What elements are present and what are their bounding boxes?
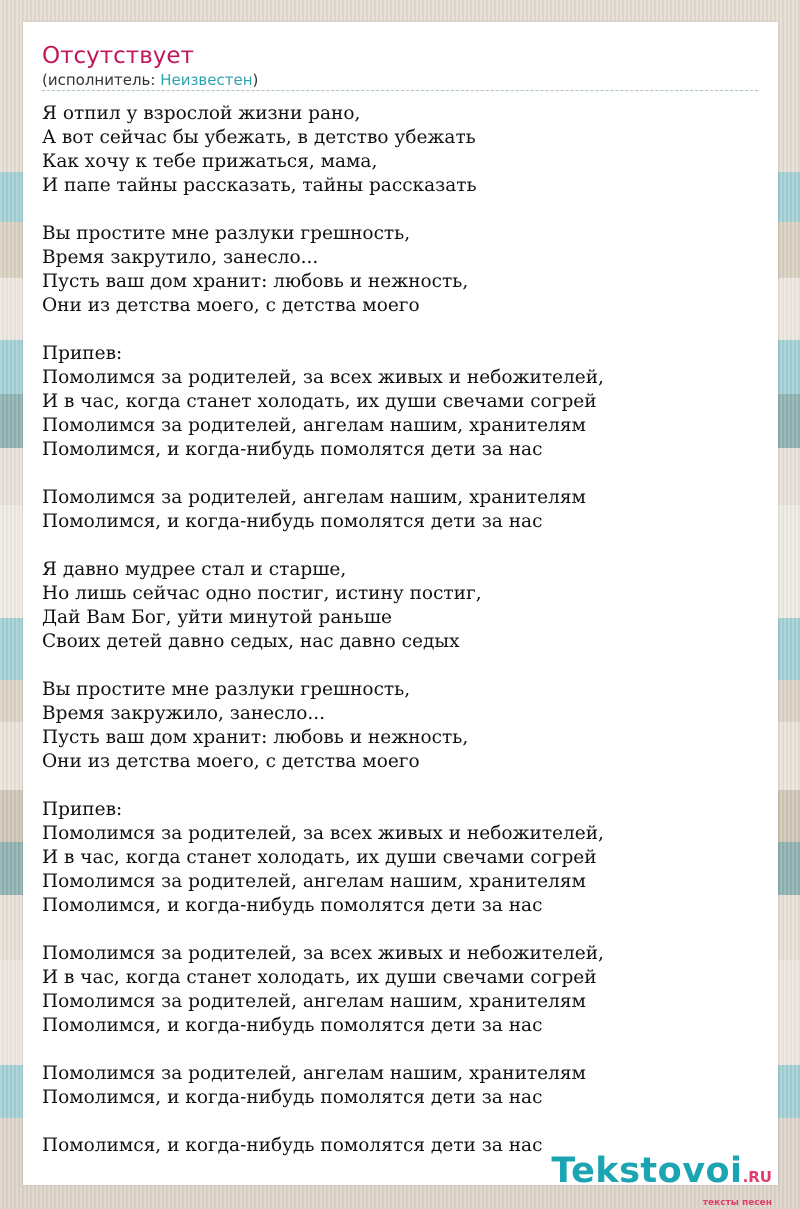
- lyrics-stanza: [42, 342, 772, 462]
- lyrics-card: [23, 22, 778, 1185]
- lyrics-line: Помолимся за родителей, за всех живых и небожителей,: [42, 823, 604, 844]
- lyrics-line: Они из детства моего, с детства моего: [42, 295, 420, 316]
- lyrics-line: Помолимся за родителей, ангелам нашим, хранителям: [42, 991, 586, 1012]
- lyrics-text: [42, 102, 772, 1182]
- artist-link[interactable]: Неизвестен: [160, 71, 253, 89]
- title-divider: [42, 90, 758, 91]
- lyrics-line: Вы простите мне разлуки грешность,: [42, 223, 411, 244]
- song-title: Отсутствует: [42, 43, 194, 69]
- lyrics-line: Но лишь сейчас одно постиг, истину постиг,: [42, 583, 482, 604]
- lyrics-line: Вы простите мне разлуки грешность,: [42, 679, 411, 700]
- artist-line: [42, 71, 258, 89]
- lyrics-line: Я отпил у взрослой жизни рано,: [42, 103, 361, 124]
- lyrics-line: А вот сейчас бы убежать, в детство убежать: [42, 127, 476, 148]
- logo-tagline: тексты песен: [702, 1198, 772, 1208]
- lyrics-line: Помолимся, и когда-нибудь помолятся дети за нас: [42, 1087, 543, 1108]
- lyrics-line: Время закрутило, занесло...: [42, 247, 319, 268]
- lyrics-line: Время закружило, занесло...: [42, 703, 326, 724]
- lyrics-line: Пусть ваш дом хранит: любовь и нежность,: [42, 727, 469, 748]
- lyrics-stanza: [42, 942, 772, 1038]
- lyrics-line: Помолимся за родителей, ангелам нашим, хранителям: [42, 1063, 586, 1084]
- lyrics-line: Помолимся, и когда-нибудь помолятся дети за нас: [42, 511, 543, 532]
- lyrics-line: Помолимся за родителей, ангелам нашим, хранителям: [42, 415, 586, 436]
- lyrics-line: Как хочу к тебе прижаться, мама,: [42, 151, 378, 172]
- lyrics-line: Помолимся, и когда-нибудь помолятся дети за нас: [42, 439, 543, 460]
- lyrics-line: Припев:: [42, 343, 123, 364]
- lyrics-stanza: [42, 102, 772, 198]
- lyrics-stanza: [42, 1062, 772, 1110]
- lyrics-line: И в час, когда станет холодать, их души свечами согрей: [42, 847, 597, 868]
- lyrics-line: Помолимся за родителей, за всех живых и небожителей,: [42, 367, 604, 388]
- lyrics-line: И в час, когда станет холодать, их души свечами согрей: [42, 391, 597, 412]
- lyrics-stanza: [42, 798, 772, 918]
- lyrics-line: Своих детей давно седых, нас давно седых: [42, 631, 460, 652]
- lyrics-stanza: [42, 222, 772, 318]
- lyrics-line: Дай Вам Бог, уйти минутой раньше: [42, 607, 392, 628]
- lyrics-line: Припев:: [42, 799, 123, 820]
- lyrics-line: Они из детства моего, с детства моего: [42, 751, 420, 772]
- lyrics-stanza: [42, 678, 772, 774]
- lyrics-stanza: [42, 486, 772, 534]
- logo-tld: .RU: [742, 1168, 772, 1186]
- lyrics-line: Помолимся, и когда-нибудь помолятся дети за нас: [42, 1015, 543, 1036]
- lyrics-line: Помолимся за родителей, ангелам нашим, хранителям: [42, 871, 586, 892]
- lyrics-line: Помолимся за родителей, за всех живых и небожителей,: [42, 943, 604, 964]
- lyrics-line: Помолимся, и когда-нибудь помолятся дети за нас: [42, 895, 543, 916]
- site-logo[interactable]: [551, 1153, 772, 1189]
- lyrics-line: Я давно мудрее стал и старше,: [42, 559, 347, 580]
- lyrics-line: Помолимся за родителей, ангелам нашим, хранителям: [42, 487, 586, 508]
- logo-wordmark: Tekstovoi: [551, 1151, 743, 1191]
- lyrics-line: Помолимся, и когда-нибудь помолятся дети за нас: [42, 1135, 543, 1156]
- lyrics-line: Пусть ваш дом хранит: любовь и нежность,: [42, 271, 469, 292]
- lyrics-line: И в час, когда станет холодать, их души свечами согрей: [42, 967, 597, 988]
- lyrics-stanza: [42, 558, 772, 654]
- artist-suffix: ): [252, 71, 259, 89]
- artist-prefix: (исполнитель:: [42, 71, 161, 89]
- lyrics-line: И папе тайны рассказать, тайны рассказать: [42, 175, 477, 196]
